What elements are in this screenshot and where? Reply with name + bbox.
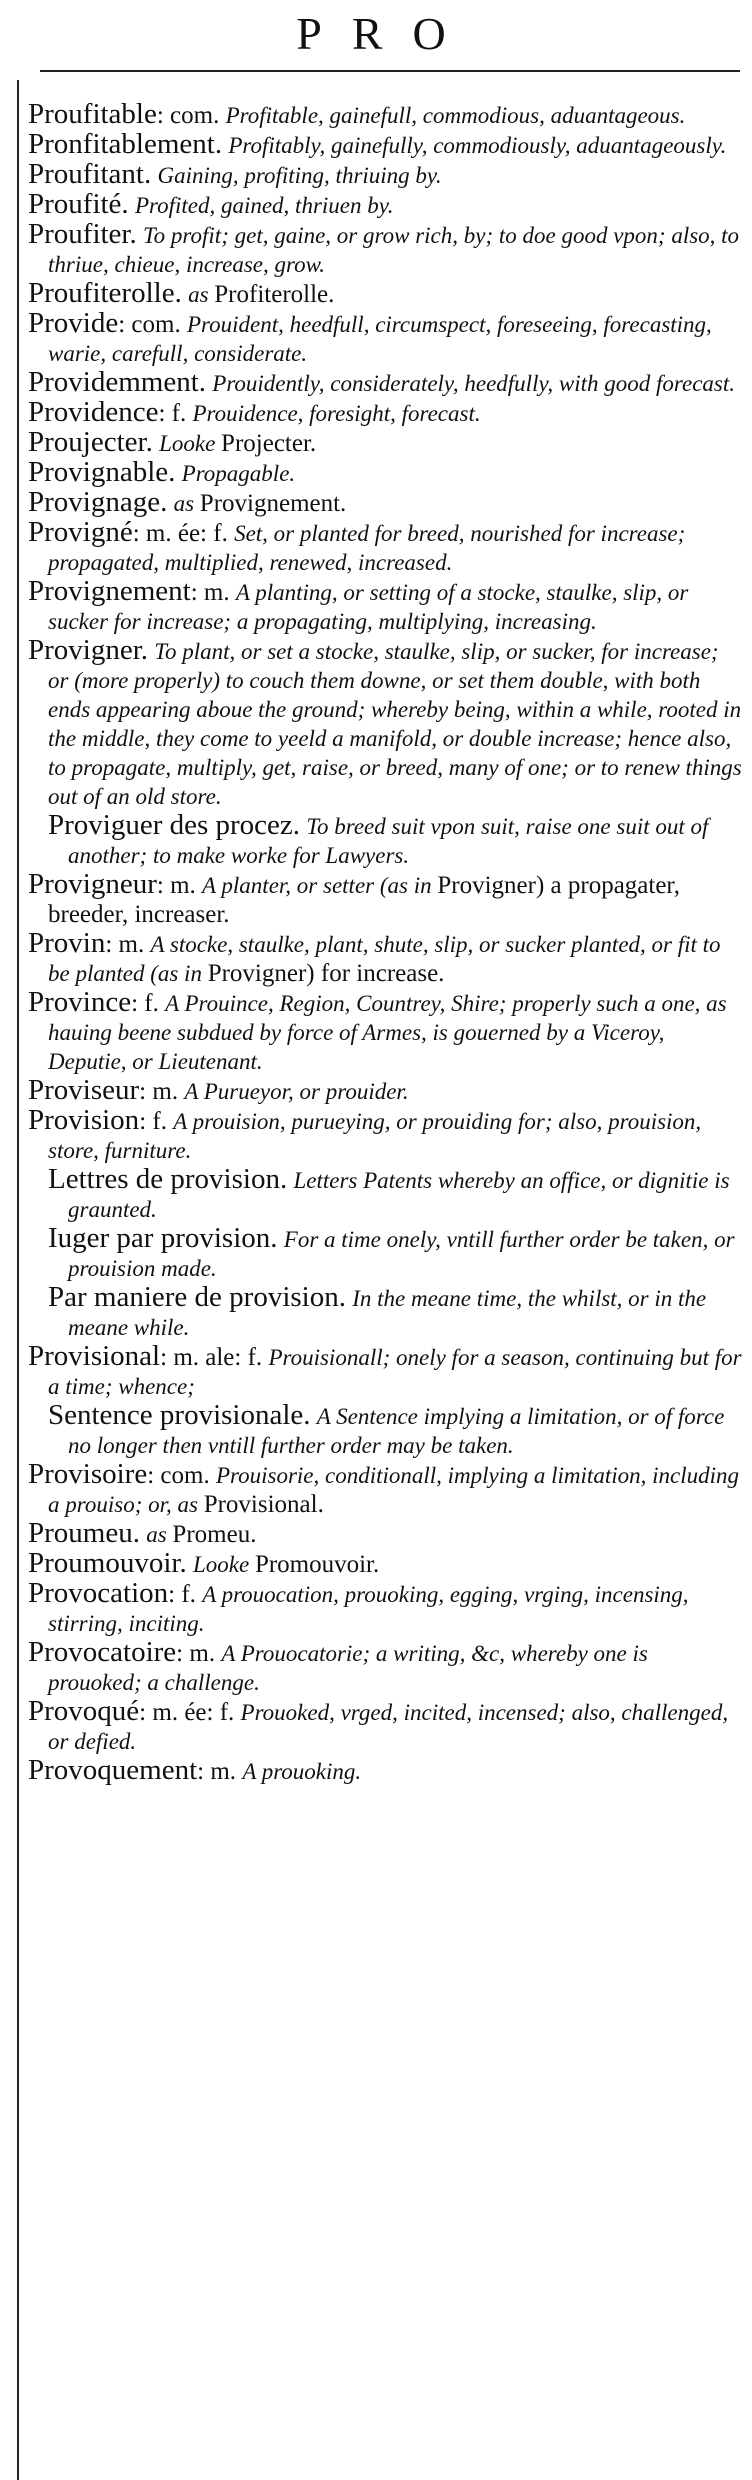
definition: Prouoked, vrged, incited, incensed; also, challenged, or defied.: [48, 1700, 729, 1754]
definition: A Purueyor, or prouider.: [184, 1079, 409, 1104]
headword: Par maniere de provision.: [48, 1281, 346, 1313]
definition: Propagable.: [181, 461, 296, 486]
definition: Prouisionall; onely for a season, continuing but for a time; whence;: [48, 1345, 742, 1399]
grammar-note: : f.: [158, 400, 193, 427]
dictionary-entry: [28, 309, 744, 368]
definition-tail: for increase.: [314, 960, 445, 987]
definition: To plant, or set a stocke, staulke, slip, or sucker, for increase; or (more properly) to couch them downe, or set them double, with both ends appearing aboue the ground; whereby being, within a while, rooted in the middle, they come to yeeld a manifold, or double increase; hence also, to propagate, multiply, get, raise, or breed, many of one; or to renew things out of an old store.: [48, 639, 742, 809]
definition: Set, or planted for breed, nourished for increase; propagated, multiplied, renewed, increased.: [48, 521, 686, 575]
sub-entry: [28, 1224, 744, 1283]
dictionary-entry: [28, 279, 744, 309]
sub-entry: [28, 1283, 744, 1342]
definition: Profitably, gainefully, commodiously, aduantageously.: [228, 133, 727, 158]
dictionary-entry: [28, 398, 744, 428]
dictionary-entry: [28, 929, 744, 988]
cross-reference-target: Promouvoir.: [254, 1551, 380, 1578]
cross-reference-target: Provignement.: [199, 490, 347, 517]
dictionary-entry: [28, 636, 744, 811]
definition: To breed suit vpon suit, raise one suit out of another; to make worke for Lawyers.: [68, 814, 709, 868]
dictionary-entry: [28, 368, 744, 398]
dictionary-entry: [28, 1697, 744, 1756]
headword: Iuger par provision.: [48, 1222, 278, 1254]
definition: Profitable, gainefull, commodious, aduantageous.: [225, 103, 686, 128]
dictionary-entry: [28, 1106, 744, 1165]
headword: Provisoire: [28, 1458, 148, 1490]
definition: A Sentence implying a limitation, or of force no longer then vntill further order may be taken.: [68, 1404, 725, 1458]
headword: Lettres de provision.: [48, 1163, 288, 1195]
definition: A prouision, purueying, or prouiding for; also, prouision, store, furniture.: [48, 1109, 702, 1163]
cross-reference: as: [146, 1522, 173, 1547]
dictionary-entry: [28, 1342, 744, 1401]
definition: Profited, gained, thriuen by.: [134, 193, 394, 218]
cross-reference: as: [173, 491, 200, 516]
definition: Prouisorie, conditionall, implying a limitation, including a prouiso; or, as: [48, 1463, 739, 1517]
cross-reference-target: Provigner): [437, 872, 545, 899]
definition: A stocke, staulke, plant, shute, slip, or sucker planted, or fit to be planted (as in: [48, 932, 721, 986]
grammar-note: : f.: [168, 1581, 203, 1608]
headword: Provocation: [28, 1577, 169, 1609]
headword: Sentence provisionale.: [48, 1399, 311, 1431]
grammar-note: : f.: [131, 990, 166, 1017]
sub-entry: [28, 811, 744, 870]
headword: Provision: [28, 1104, 140, 1136]
grammar-note: : com.: [118, 311, 187, 338]
definition: A planting, or setting of a stocke, staulke, slip, or sucker for increase; a propagating, multiplying, increasing.: [48, 580, 689, 634]
headword: Province: [28, 986, 132, 1018]
grammar-note: : m.: [190, 579, 236, 606]
headword: Provocatoire: [28, 1636, 177, 1668]
dictionary-entry: [28, 1756, 744, 1786]
page-header: PRO: [296, 8, 476, 59]
dictionary-entry: [28, 870, 744, 929]
grammar-note: : f.: [139, 1108, 174, 1135]
headword: Provide: [28, 307, 119, 339]
grammar-note: : m. ée: f.: [139, 1699, 241, 1726]
dictionary-entry: [28, 1460, 744, 1519]
headword: Provignable.: [28, 456, 176, 488]
headword: Provoqué: [28, 1695, 140, 1727]
definition: A planter, or setter (as in: [202, 873, 438, 898]
cross-reference: Looke: [192, 1552, 255, 1577]
grammar-note: : m. ale: f.: [160, 1344, 269, 1371]
dictionary-entry: [28, 1076, 744, 1106]
headword: Providemment.: [28, 366, 207, 398]
definition: In the meane time, the whilst, or in the meane while.: [68, 1286, 707, 1340]
grammar-note: : com.: [156, 102, 226, 129]
grammar-note: : com.: [147, 1462, 216, 1489]
headword: Provigner.: [28, 634, 149, 666]
definition: Gaining, profiting, thriuing by.: [157, 163, 442, 188]
headword: Proufiterolle.: [28, 277, 182, 309]
definition: Letters Patents whereby an office, or dignitie is graunted.: [68, 1168, 730, 1222]
definition-tail: a propagater, breeder, increaser.: [48, 872, 681, 928]
dictionary-entry: [28, 160, 744, 190]
headword: Proufitant.: [28, 158, 152, 190]
sub-entry: [28, 1401, 744, 1460]
definition: A prouocation, prouoking, egging, vrging, incensing, stirring, inciting.: [48, 1582, 689, 1636]
dictionary-entry: [28, 100, 744, 130]
grammar-note: : m.: [176, 1640, 222, 1667]
dictionary-entry: [28, 988, 744, 1076]
dictionary-entry: [28, 488, 744, 518]
headword: Proufitable: [28, 98, 157, 130]
cross-reference: as: [188, 282, 215, 307]
grammar-note: : m. ée: f.: [132, 520, 235, 547]
grammar-note: : m.: [156, 872, 203, 899]
headword: Provignement: [28, 575, 191, 607]
entry-list: [28, 100, 744, 1786]
headword: Proufité.: [28, 188, 129, 220]
sub-entry: [28, 1165, 744, 1224]
headword: Proujecter.: [28, 426, 153, 458]
definition: Prouidence, foresight, forecast.: [192, 401, 481, 426]
cross-reference: Looke: [159, 431, 222, 456]
grammar-note: : m.: [139, 1078, 185, 1105]
definition: A Prouince, Region, Countrey, Shire; properly such a one, as hauing beene subdued by force of Armes, is gouerned by a Viceroy, Deputie, or Lieutenant.: [48, 991, 727, 1074]
dictionary-entry: [28, 190, 744, 220]
headword: Proumeu.: [28, 1517, 140, 1549]
headword: Proufiter.: [28, 218, 137, 250]
dictionary-entry: [28, 220, 744, 279]
header-rule: [40, 70, 740, 72]
headword: Provigneur: [28, 868, 157, 900]
headword: Pronfitablement.: [28, 128, 223, 160]
cross-reference-target: Provigner): [207, 960, 315, 987]
dictionary-entry: [28, 458, 744, 488]
left-margin-rule: [17, 80, 19, 2480]
definition: Prouident, heedfull, circumspect, foreseeing, forecasting, warie, carefull, considerate.: [48, 312, 712, 366]
dictionary-entry: [28, 1579, 744, 1638]
dictionary-entry: [28, 130, 744, 160]
cross-reference-target: Projecter.: [221, 430, 317, 457]
definition: For a time onely, vntill further order be taken, or prouision made.: [68, 1227, 735, 1281]
headword: Providence: [28, 396, 159, 428]
definition: Prouidently, considerately, heedfully, with good forecast.: [212, 371, 736, 396]
headword: Proumouvoir.: [28, 1547, 187, 1579]
definition: To profit; get, gaine, or grow rich, by; to doe good vpon; also, to thriue, chieue, increase, grow.: [48, 223, 740, 277]
cross-reference-target: Promeu.: [172, 1521, 257, 1548]
definition: A Prouocatorie; a writing, &c, whereby one is prouoked; a challenge.: [48, 1641, 648, 1695]
headword: Provisional: [28, 1340, 161, 1372]
headword: Provigné: [28, 516, 133, 548]
dictionary-entry: [28, 577, 744, 636]
headword: Provignage.: [28, 486, 168, 518]
definition: A prouoking.: [242, 1759, 362, 1784]
dictionary-entry: [28, 1638, 744, 1697]
headword: Proviguer des procez.: [48, 809, 301, 841]
cross-reference-target: Profiterolle.: [214, 281, 335, 308]
dictionary-entry: [28, 518, 744, 577]
dictionary-entry: [28, 1519, 744, 1549]
dictionary-entry: [28, 428, 744, 458]
cross-reference-target: Provisional.: [203, 1491, 324, 1518]
grammar-note: : m.: [197, 1758, 243, 1785]
headword: Proviseur: [28, 1074, 140, 1106]
grammar-note: : m.: [105, 931, 151, 958]
headword: Provoquement: [28, 1754, 198, 1786]
headword: Provin: [28, 927, 106, 959]
dictionary-entry: [28, 1549, 744, 1579]
